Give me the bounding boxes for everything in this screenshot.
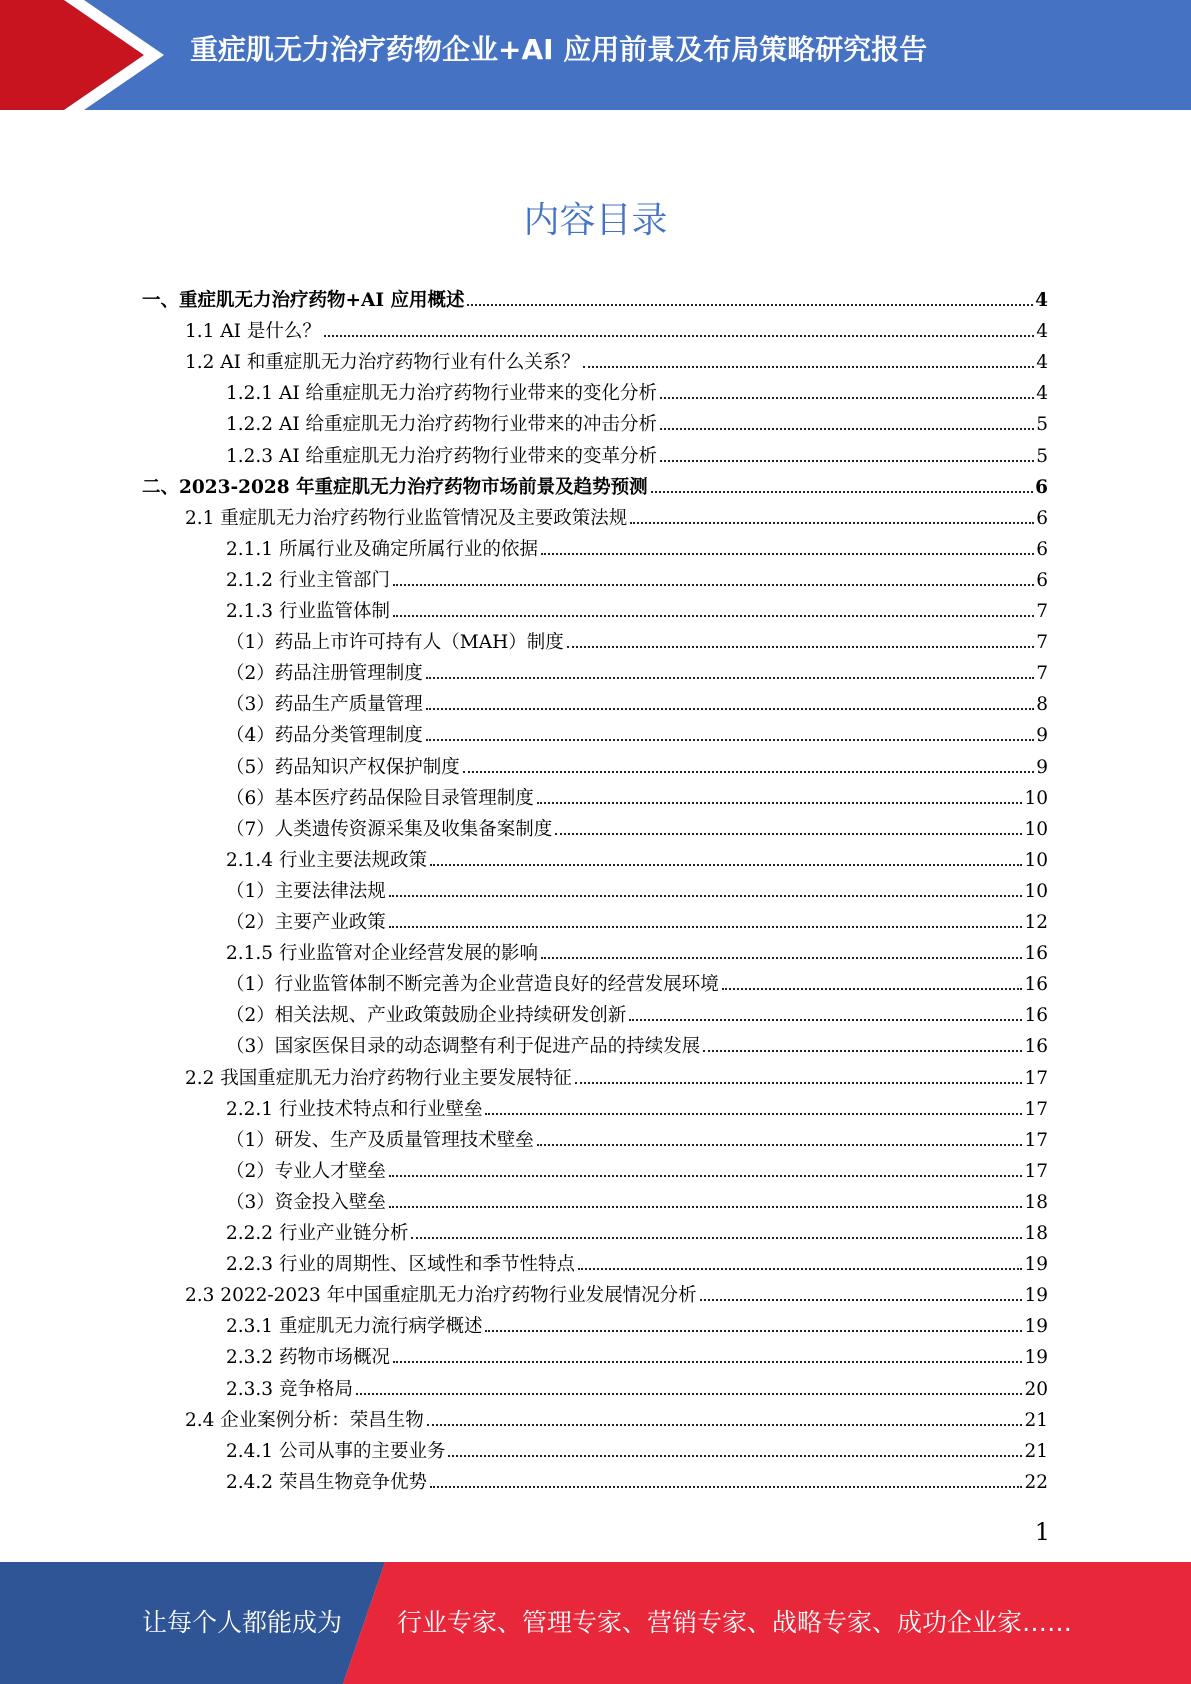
toc-entry-page: 7 <box>1036 632 1048 654</box>
toc-dot-leader <box>700 1299 1023 1301</box>
toc-entry-page: 8 <box>1036 694 1048 716</box>
toc-entry-page: 22 <box>1024 1471 1048 1493</box>
toc-entry-label: 2.1.3 行业监管体制 <box>226 601 390 622</box>
toc-entry[interactable] <box>226 1342 1048 1373</box>
toc-dot-leader <box>575 1082 1023 1084</box>
toc-entry-page: 12 <box>1024 912 1048 933</box>
toc-entry-label: （1）行业监管体制不断完善为企业营造良好的经营发展环境 <box>226 974 719 996</box>
toc-entry-page: 19 <box>1024 1285 1048 1307</box>
toc-entry-page: 4 <box>1036 321 1048 343</box>
toc-entry-label: 二、2023-2028 年重症肌无力治疗药物市场前景及趋势预测 <box>142 476 648 498</box>
toc-dot-leader <box>537 1144 1023 1146</box>
toc-entry[interactable] <box>226 1187 1048 1218</box>
toc-entry-label: 1.2.3 AI 给重症肌无力治疗药物行业带来的变革分析 <box>226 445 658 467</box>
toc-entry[interactable] <box>226 658 1048 689</box>
toc-dot-leader <box>427 1424 1023 1426</box>
toc-entry-label: 2.4.1 公司从事的主要业务 <box>226 1440 446 1462</box>
toc-dot-leader <box>389 895 1023 897</box>
toc-entry-page: 16 <box>1024 1005 1048 1027</box>
toc-entry[interactable] <box>142 472 1048 503</box>
toc-entry-page: 10 <box>1024 818 1048 840</box>
toc-dot-leader <box>393 1361 1022 1363</box>
toc-entry-page: 21 <box>1024 1409 1048 1431</box>
footer-slogan-left: 让每个人都能成为 <box>142 1608 343 1637</box>
toc-entry-page: 21 <box>1024 1440 1048 1462</box>
toc-entry[interactable] <box>226 876 1048 907</box>
toc-dot-leader <box>467 304 1033 306</box>
toc-entry[interactable] <box>226 1218 1048 1249</box>
toc-entry[interactable] <box>226 409 1048 440</box>
toc-entry-page: 10 <box>1024 849 1048 871</box>
toc-entry[interactable] <box>226 845 1048 876</box>
toc-entry[interactable] <box>226 969 1048 1000</box>
toc-entry-label: 2.3 2022-2023 年中国重症肌无力治疗药物行业发展情况分析 <box>185 1285 697 1307</box>
toc-entry[interactable] <box>226 1094 1048 1125</box>
toc-entry-label: 1.1 AI 是什么？ <box>185 321 321 343</box>
toc-entry-label: （3）资金投入壁垒 <box>226 1191 386 1213</box>
toc-entry-label: 2.2.3 行业的周期性、区域性和季节性特点 <box>226 1254 575 1276</box>
toc-dot-leader <box>426 708 1034 710</box>
toc-entry-label: （2）相关法规、产业政策鼓励企业持续研发创新 <box>226 1005 627 1027</box>
toc-entry-page: 20 <box>1024 1378 1048 1400</box>
toc-entry-label: （3）药品生产质量管理 <box>226 694 423 716</box>
toc-entry-label: 一、重症肌无力治疗药物+AI 应用概述 <box>142 290 465 311</box>
toc-entry-label: （4）药品分类管理制度 <box>226 725 423 747</box>
toc-entry-label: 2.2.2 行业产业链分析 <box>226 1223 409 1244</box>
toc-entry-label: （3）国家医保目录的动态调整有利于促进产品的持续发展 <box>226 1036 701 1058</box>
toc-entry-page: 17 <box>1024 1129 1048 1151</box>
toc-dot-leader <box>485 1113 1022 1115</box>
toc-dot-leader <box>722 988 1023 990</box>
toc-dot-leader <box>411 1237 1022 1239</box>
toc-entry-page: 17 <box>1024 1067 1048 1089</box>
toc-heading: 内容目录 <box>523 200 668 241</box>
toc-entry[interactable] <box>226 1249 1048 1280</box>
toc-entry[interactable] <box>226 752 1048 783</box>
toc-entry-page: 7 <box>1036 663 1048 685</box>
toc-dot-leader <box>555 833 1022 835</box>
toc-entry-page: 19 <box>1024 1347 1048 1369</box>
toc-entry[interactable] <box>185 347 1048 378</box>
toc-entry-label: 2.4 企业案例分析：荣昌生物 <box>185 1409 424 1431</box>
toc-entry-label: 2.2 我国重症肌无力治疗药物行业主要发展特征 <box>185 1067 572 1089</box>
toc-entry-page: 18 <box>1024 1191 1048 1213</box>
toc-entry[interactable] <box>226 1000 1048 1031</box>
toc-dot-leader <box>660 460 1034 462</box>
toc-entry-page: 16 <box>1024 943 1048 965</box>
toc-entry[interactable] <box>226 378 1048 409</box>
toc-entry[interactable] <box>185 1405 1048 1436</box>
toc-entry-label: 2.4.2 荣昌生物竞争优势 <box>226 1471 427 1493</box>
toc-entry-label: （1）研发、生产及质量管理技术壁垒 <box>226 1129 534 1151</box>
toc-entry[interactable] <box>185 503 1048 534</box>
toc-entry-page: 19 <box>1024 1254 1048 1276</box>
toc-entry-label: （5）药品知识产权保护制度 <box>226 756 460 778</box>
toc-entry-page: 6 <box>1036 569 1048 591</box>
toc-entry-page: 5 <box>1036 414 1048 436</box>
toc-entry-label: 2.1.2 行业主管部门 <box>226 569 390 591</box>
toc-entry-label: （1）药品上市许可持有人（MAH）制度 <box>226 632 564 654</box>
toc-entry-label: 2.3.3 竞争格局 <box>226 1378 353 1400</box>
toc-entry-page: 4 <box>1035 290 1048 311</box>
toc-dot-leader <box>389 1175 1023 1177</box>
toc-entry[interactable] <box>226 938 1048 969</box>
toc-entry[interactable] <box>226 596 1048 627</box>
toc-entry-label: （7）人类遗传资源采集及收集备案制度 <box>226 818 553 840</box>
toc-entry[interactable] <box>226 783 1048 814</box>
toc-entry-page: 17 <box>1024 1098 1048 1120</box>
toc-dot-leader <box>660 397 1034 399</box>
toc-entry[interactable] <box>226 627 1048 658</box>
toc-entry-page: 6 <box>1035 476 1048 498</box>
toc-dot-leader <box>485 1330 1022 1332</box>
toc-entry[interactable] <box>226 720 1048 751</box>
toc-entry[interactable] <box>226 1374 1048 1405</box>
toc-entry[interactable] <box>226 689 1048 720</box>
toc-entry-label: 1.2 AI 和重症肌无力治疗药物行业有什么关系？ <box>185 352 580 374</box>
toc-entry-page: 7 <box>1036 601 1048 622</box>
toc-entry-page: 19 <box>1024 1316 1048 1338</box>
toc-dot-leader <box>430 1486 1022 1488</box>
toc-entry[interactable] <box>226 907 1048 938</box>
toc-entry-page: 10 <box>1024 880 1048 902</box>
toc-dot-leader <box>324 335 1034 337</box>
report-title: 重症肌无力治疗药物企业+AI 应用前景及布局策略研究报告 <box>190 33 928 66</box>
toc-dot-leader <box>393 584 1034 586</box>
toc-entry-page: 4 <box>1036 383 1048 405</box>
toc-entry-page: 18 <box>1024 1223 1048 1244</box>
toc-entry[interactable] <box>226 1031 1048 1062</box>
toc-entry-label: 2.3.2 药物市场概况 <box>226 1347 390 1369</box>
toc-entry-page: 17 <box>1024 1160 1048 1182</box>
toc-dot-leader <box>393 615 1034 617</box>
toc-entry-page: 16 <box>1024 1036 1048 1058</box>
toc-entry-label: （6）基本医疗药品保险目录管理制度 <box>226 787 534 809</box>
toc-dot-leader <box>356 1393 1023 1395</box>
toc-dot-leader <box>389 1206 1023 1208</box>
toc-entry-page: 10 <box>1024 787 1048 809</box>
toc-entry[interactable] <box>226 565 1048 596</box>
toc-dot-leader <box>567 646 1035 648</box>
toc-dot-leader <box>537 802 1023 804</box>
toc-entry-label: （2）药品注册管理制度 <box>226 663 423 685</box>
toc-entry-label: 2.1.1 所属行业及确定所属行业的依据 <box>226 538 538 560</box>
toc-dot-leader <box>660 428 1034 430</box>
toc-entry-label: （2）专业人才壁垒 <box>226 1160 386 1182</box>
toc-entry[interactable] <box>226 1156 1048 1187</box>
toc-entry[interactable] <box>226 1467 1048 1498</box>
toc-entry[interactable] <box>226 1436 1048 1467</box>
toc-dot-leader <box>541 957 1022 959</box>
toc-dot-leader <box>426 677 1034 679</box>
toc-entry-label: （2）主要产业政策 <box>226 912 386 933</box>
toc-entry[interactable] <box>226 1311 1048 1342</box>
toc-entry[interactable] <box>226 534 1048 565</box>
toc-entry[interactable] <box>226 814 1048 845</box>
toc-dot-leader <box>703 1050 1022 1052</box>
toc-entry-page: 16 <box>1024 974 1048 996</box>
toc-dot-leader <box>463 771 1034 773</box>
toc-entry-label: 2.3.1 重症肌无力流行病学概述 <box>226 1316 483 1338</box>
toc-entry-page: 9 <box>1036 756 1048 778</box>
toc-dot-leader <box>629 1019 1022 1021</box>
toc-entry[interactable] <box>185 316 1048 347</box>
toc-dot-leader <box>578 1268 1022 1270</box>
toc-entry[interactable] <box>226 441 1048 472</box>
toc-entry-page: 6 <box>1036 507 1048 529</box>
toc-dot-leader <box>630 522 1034 524</box>
toc-dot-leader <box>426 739 1034 741</box>
toc-entry-label: 1.2.2 AI 给重症肌无力治疗药物行业带来的冲击分析 <box>226 414 658 436</box>
toc-entry-page: 6 <box>1036 538 1048 560</box>
toc-entry-label: 1.2.1 AI 给重症肌无力治疗药物行业带来的变化分析 <box>226 383 658 405</box>
toc-entry[interactable] <box>185 1063 1048 1094</box>
toc-dot-leader <box>651 491 1034 493</box>
toc-dot-leader <box>448 1455 1022 1457</box>
toc-entry[interactable] <box>226 1125 1048 1156</box>
toc-entry-page: 4 <box>1036 352 1048 374</box>
toc-entry-page: 9 <box>1036 725 1048 747</box>
page-number: 1 <box>1034 1518 1050 1546</box>
toc-dot-leader <box>541 553 1034 555</box>
footer-slogan-right: 行业专家、管理专家、营销专家、战略专家、成功企业家…… <box>397 1608 1073 1637</box>
toc-entry-label: 2.1.4 行业主要法规政策 <box>226 849 427 871</box>
toc-entry[interactable] <box>185 1280 1048 1311</box>
toc-entry-label: 2.1 重症肌无力治疗药物行业监管情况及主要政策法规 <box>185 507 628 529</box>
toc-entry-label: 2.2.1 行业技术特点和行业壁垒 <box>226 1098 483 1120</box>
toc-entry[interactable] <box>142 285 1048 316</box>
toc-dot-leader <box>389 926 1023 928</box>
toc-entry-page: 5 <box>1036 445 1048 467</box>
toc-entry-label: （1）主要法律法规 <box>226 880 386 902</box>
toc-entry-label: 2.1.5 行业监管对企业经营发展的影响 <box>226 943 538 965</box>
toc-dot-leader <box>430 864 1022 866</box>
toc-dot-leader <box>583 366 1034 368</box>
